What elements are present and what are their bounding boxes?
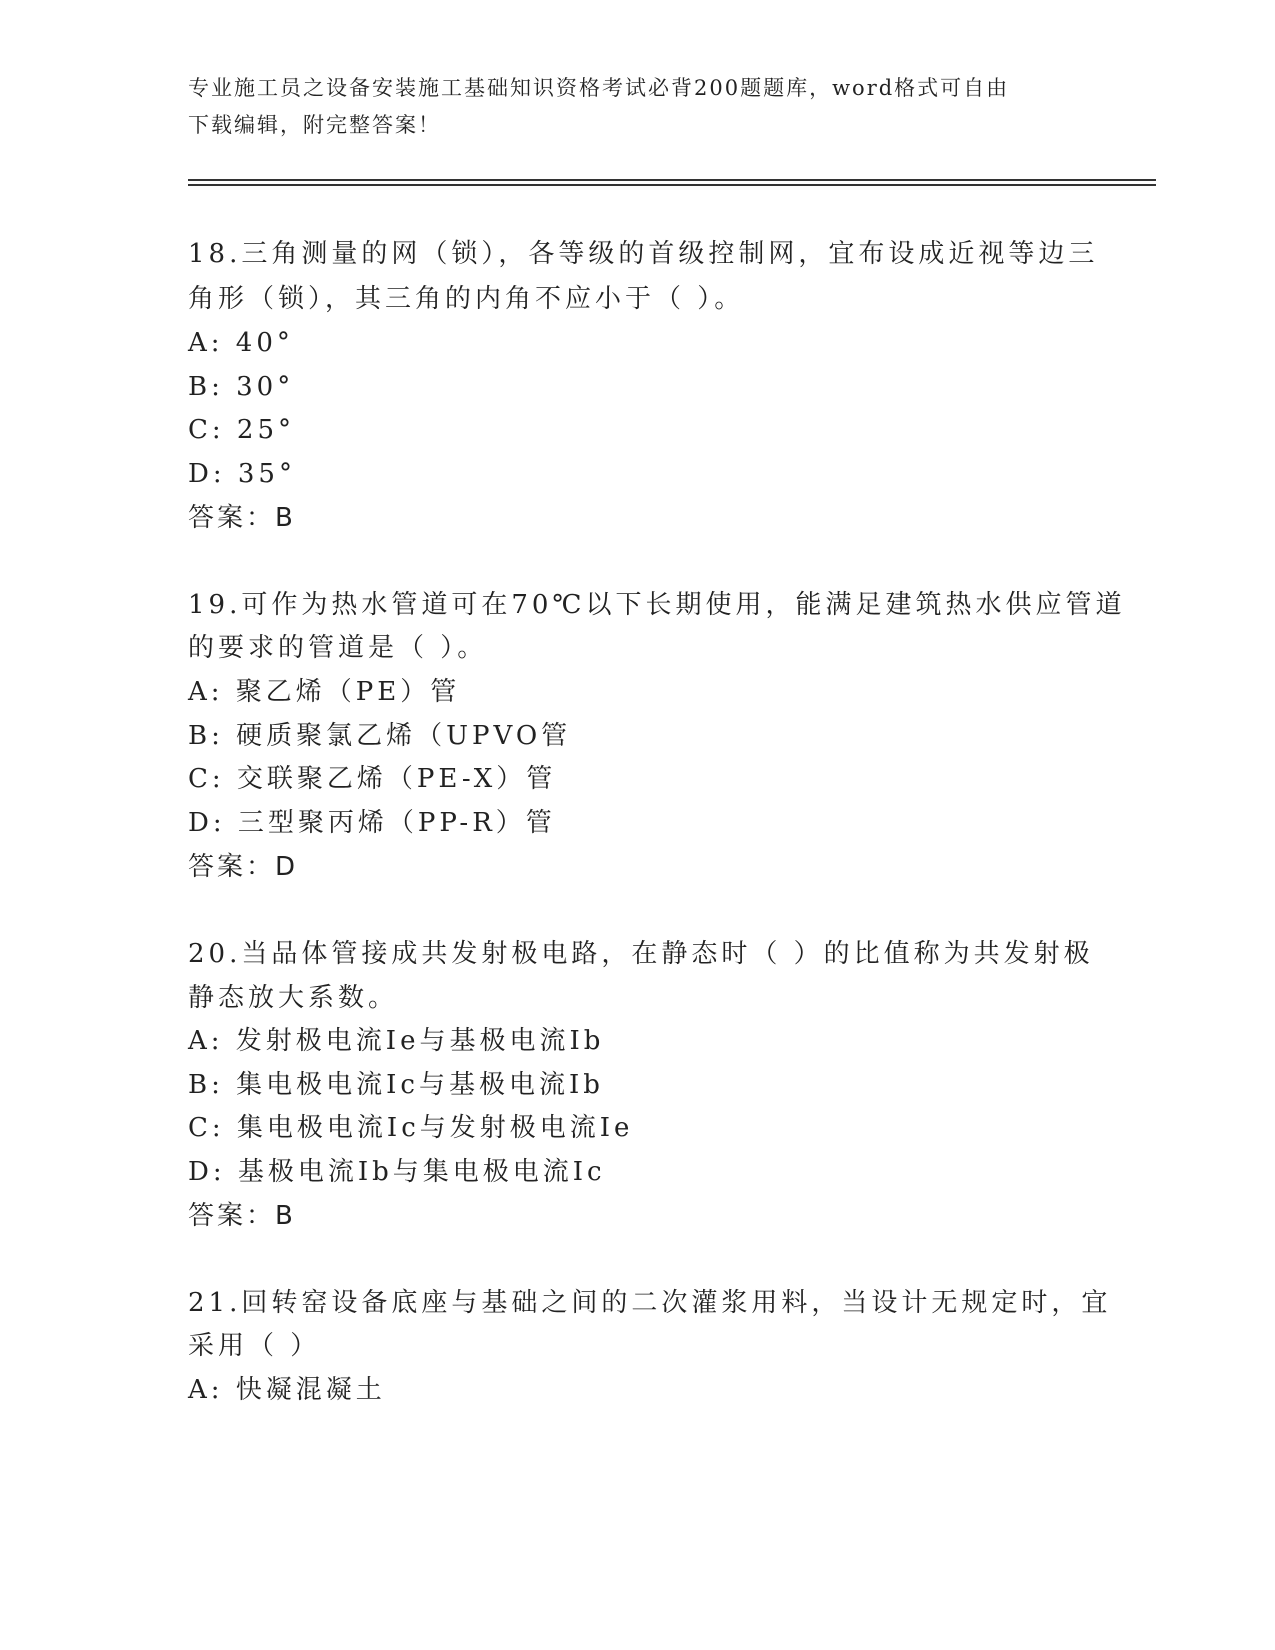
option-a: A: 快凝混凝土 [188,1375,386,1405]
question-stem-line: 角形（锁），其三角的内角不应小于（ ）。 [188,284,745,314]
question-stem-line: 的要求的管道是（ ）。 [188,633,488,663]
header-line-1: 专业施工员之设备安装施工基础知识资格考试必背200题题库，word格式可自由 [188,76,1010,100]
question-stem-line: 18.三角测量的网（锁），各等级的首级控制网，宜布设成近视等边三 [188,239,1099,269]
answer: 答案：D [188,852,299,882]
option-d: D: 35° [188,459,296,489]
option-c: C: 25° [188,415,296,445]
answer: 答案：B [188,1201,296,1231]
option-a: A: 聚乙烯（PE）管 [188,677,461,707]
option-d: D: 三型聚丙烯（PP-R）管 [188,808,556,838]
answer: 答案：B [188,503,296,533]
question-stem-line: 采用（ ） [188,1331,321,1361]
question-stem-line: 20.当品体管接成共发射极电路，在静态时（ ）的比值称为共发射极 [188,939,1094,969]
option-a: A: 发射极电流Ie与基极电流Ib [188,1026,605,1056]
option-a: A: 40° [188,328,294,358]
header-divider-top [188,179,1156,181]
question-stem-line: 21.回转窑设备底座与基础之间的二次灌浆用料，当设计无规定时，宜 [188,1288,1112,1318]
option-b: B: 集电极电流Ic与基极电流Ib [188,1070,604,1100]
option-d: D: 基极电流Ib与集电极电流Ic [188,1157,606,1187]
option-b: B: 30° [188,372,295,402]
option-c: C: 集电极电流Ic与发射极电流Ie [188,1113,634,1143]
header-divider-bottom [188,184,1156,186]
document-header [188,70,1078,144]
option-c: C: 交联聚乙烯（PE-X）管 [188,764,557,794]
question-stem-line: 静态放大系数。 [188,983,399,1013]
question-stem-line: 19.可作为热水管道可在70℃以下长期使用，能满足建筑热水供应管道 [188,590,1126,620]
header-line-2: 下载编辑，附完整答案！ [188,113,441,137]
option-b: B: 硬质聚氯乙烯（UPVO管 [188,721,572,751]
